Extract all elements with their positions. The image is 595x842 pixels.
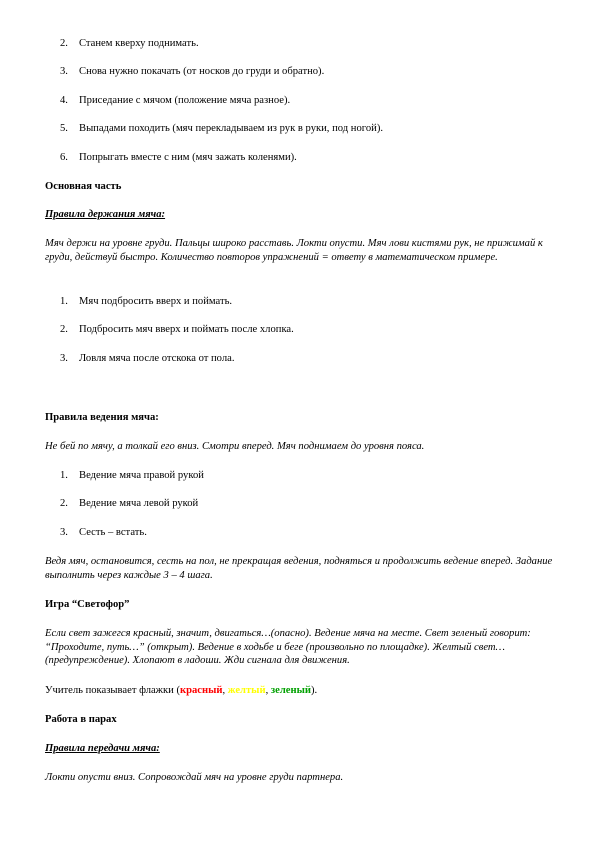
game-heading: Игра “Светофор”: [45, 599, 130, 610]
passing-rules-paragraph: Локти опусти вниз. Сопровождай мяч на уровне груди партнера.: [45, 772, 344, 783]
list-item: [60, 37, 199, 51]
list-number: 3.: [60, 527, 68, 538]
list-number: 4.: [60, 95, 68, 106]
list-text: Мяч подбросить вверх и поймать.: [79, 296, 233, 307]
list-number: 2.: [60, 498, 68, 509]
list-text: Ведение мяча левой рукой: [79, 498, 199, 509]
list-text: Снова нужно покачать (от носков до груди и обратно).: [79, 66, 325, 77]
passing-rules-heading: Правила передачи мяча:: [45, 743, 160, 754]
list-text: Ведение мяча правой рукой: [79, 470, 204, 481]
flags-separator: ,: [222, 685, 228, 696]
flags-separator: ,: [265, 685, 271, 696]
list-text: Попрыгать вместе с ним (мяч зажать коленями).: [79, 152, 297, 163]
list-text: Выпадами походить (мяч перекладываем из рук в руки, под ногой).: [79, 123, 383, 134]
dribbling-task-paragraph: Ведя мяч, остановится, сесть на пол, не прекращая ведения, подняться и продолжить ведение вперед. Задание выполнить через каждые 3 – 4 шага.: [45, 556, 553, 581]
list-item: [60, 151, 297, 165]
flags-sentence: [45, 684, 560, 698]
dribbling-rules-paragraph: Не бей по мячу, а толкай его вниз. Смотри вперед. Мяч поднимаем до уровня пояса.: [45, 441, 425, 452]
list-item: [60, 352, 234, 366]
list-item: [60, 469, 204, 483]
flags-suffix: ).: [310, 685, 318, 696]
list-number: 2.: [60, 324, 68, 335]
dribbling-rules-heading: Правила ведения мяча:: [45, 412, 159, 423]
list-text: Подбросить мяч вверх и поймать после хлопка.: [79, 324, 294, 335]
list-number: 1.: [60, 296, 68, 307]
list-item: [60, 122, 383, 136]
list-item: [60, 497, 198, 511]
flags-prefix: Учитель показывает флажки (: [45, 685, 180, 696]
list-number: 2.: [60, 38, 68, 49]
game-paragraph: Если свет зажегся красный, значит, двигаться…(опасно). Ведение мяча на месте. Свет зеленый говорит: “Проходите, путь…” (открыт). Ведение в ходьбе и беге (произвольно по площадке). Желтый свет…(предупреждение). Хлопают в ладоши. Жди сигнала для движения.: [45, 628, 531, 666]
holding-rules-heading: Правила держания мяча:: [45, 209, 166, 220]
list-item: [60, 323, 294, 337]
list-text: Станем кверху поднимать.: [79, 38, 199, 49]
list-number: 3.: [60, 66, 68, 77]
list-item: [60, 65, 324, 79]
flag-yellow-label: желтый: [227, 685, 266, 696]
pairs-heading: Работа в парах: [45, 714, 117, 725]
list-item: [60, 94, 290, 108]
holding-rules-paragraph: Мяч держи на уровне груди. Пальцы широко расставь. Локти опусти. Мяч лови кистями рук, не прижимай к груди, действуй быстро. Количество повторов упражнений = ответу в математическом примере.: [45, 238, 543, 263]
list-item: [60, 526, 147, 540]
list-number: 3.: [60, 353, 68, 364]
list-text: Сесть – встать.: [79, 527, 147, 538]
list-text: Ловля мяча после отскока от пола.: [79, 353, 235, 364]
flag-green-label: зеленый: [270, 685, 311, 696]
list-number: 1.: [60, 470, 68, 481]
list-item: [60, 295, 232, 309]
list-text: Приседание с мячом (положение мяча разное).: [79, 95, 291, 106]
list-number: 5.: [60, 123, 68, 134]
list-number: 6.: [60, 152, 68, 163]
flag-red-label: красный: [180, 685, 223, 696]
section-heading-main: Основная часть: [45, 181, 122, 192]
